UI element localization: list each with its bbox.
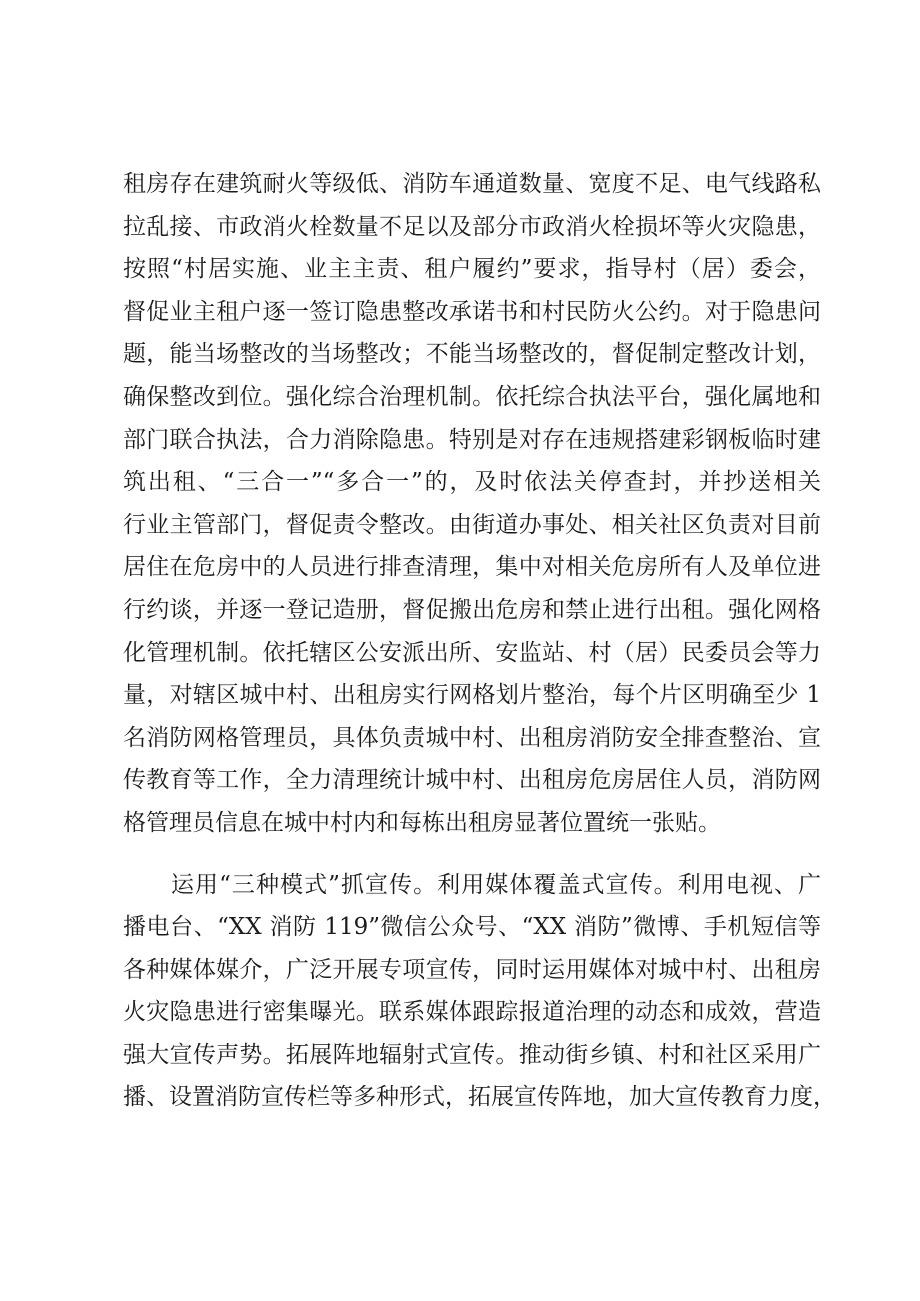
text-line: 量，对辖区城中村、出租房实行网格划片整治，每个片区明确至少 1 [123,682,821,709]
text-line: 确保整改到位。强化综合治理机制。依托综合执法平台，强化属地和 [123,383,821,410]
text-line: 部门联合执法，合力消除隐患。特别是对存在违规搭建彩钢板临时建 [123,426,821,453]
text-line: 居住在危房中的人员进行排查清理，集中对相关危房所有人及单位进 [123,554,821,581]
text-line: 播、设置消防宣传栏等多种形式，拓展宣传阵地，加大宣传教育力度， [123,1084,836,1111]
document-body [123,163,836,1119]
text-line: 运用“三种模式”抓宣传。利用媒体覆盖式宣传。利用电视、广 [171,871,821,898]
text-line: 播电台、“XX 消防 119”微信公众号、“XX 消防”微博、手机短信等 [123,914,821,941]
text-line: 格管理员信息在城中村内和每栋出租房显著位置统一张贴。 [123,809,721,836]
text-line: 行业主管部门，督促责令整改。由街道办事处、相关社区负责对目前 [123,511,821,538]
text-line: 各种媒体媒介，广泛开展专项宣传，同时运用媒体对城中村、出租房 [123,956,821,983]
text-line: 化管理机制。依托辖区公安派出所、安监站、村（居）民委员会等力 [123,639,821,666]
text-line: 行约谈，并逐一登记造册，督促搬出危房和禁止进行出租。强化网格 [123,596,821,623]
text-line: 租房存在建筑耐火等级低、消防车通道数量、宽度不足、电气线路私 [123,171,821,197]
text-line: 题，能当场整改的当场整改；不能当场整改的，督促制定整改计划， [123,341,821,368]
text-line: 按照“村居实施、业主主责、租户履约”要求，指导村（居）委会， [123,256,821,283]
text-line: 拉乱接、市政消火栓数量不足以及部分市政消火栓损坏等火灾隐患， [123,213,821,240]
text-line: 火灾隐患进行密集曝光。联系媒体跟踪报道治理的动态和成效，营造 [123,999,821,1026]
text-line: 传教育等工作，全力清理统计城中村、出租房危房居住人员，消防网 [123,767,821,794]
text-line: 名消防网格管理员，具体负责城中村、出租房消防安全排查整治、宣 [123,724,821,751]
text-line: 筑出租、“三合一”“多合一”的，及时依法关停查封，并抄送相关 [123,469,821,496]
text-line: 督促业主租户逐一签订隐患整改承诺书和村民防火公约。对于隐患问 [123,298,821,325]
text-line: 强大宣传声势。拓展阵地辐射式宣传。推动街乡镇、村和社区采用广 [123,1041,821,1068]
